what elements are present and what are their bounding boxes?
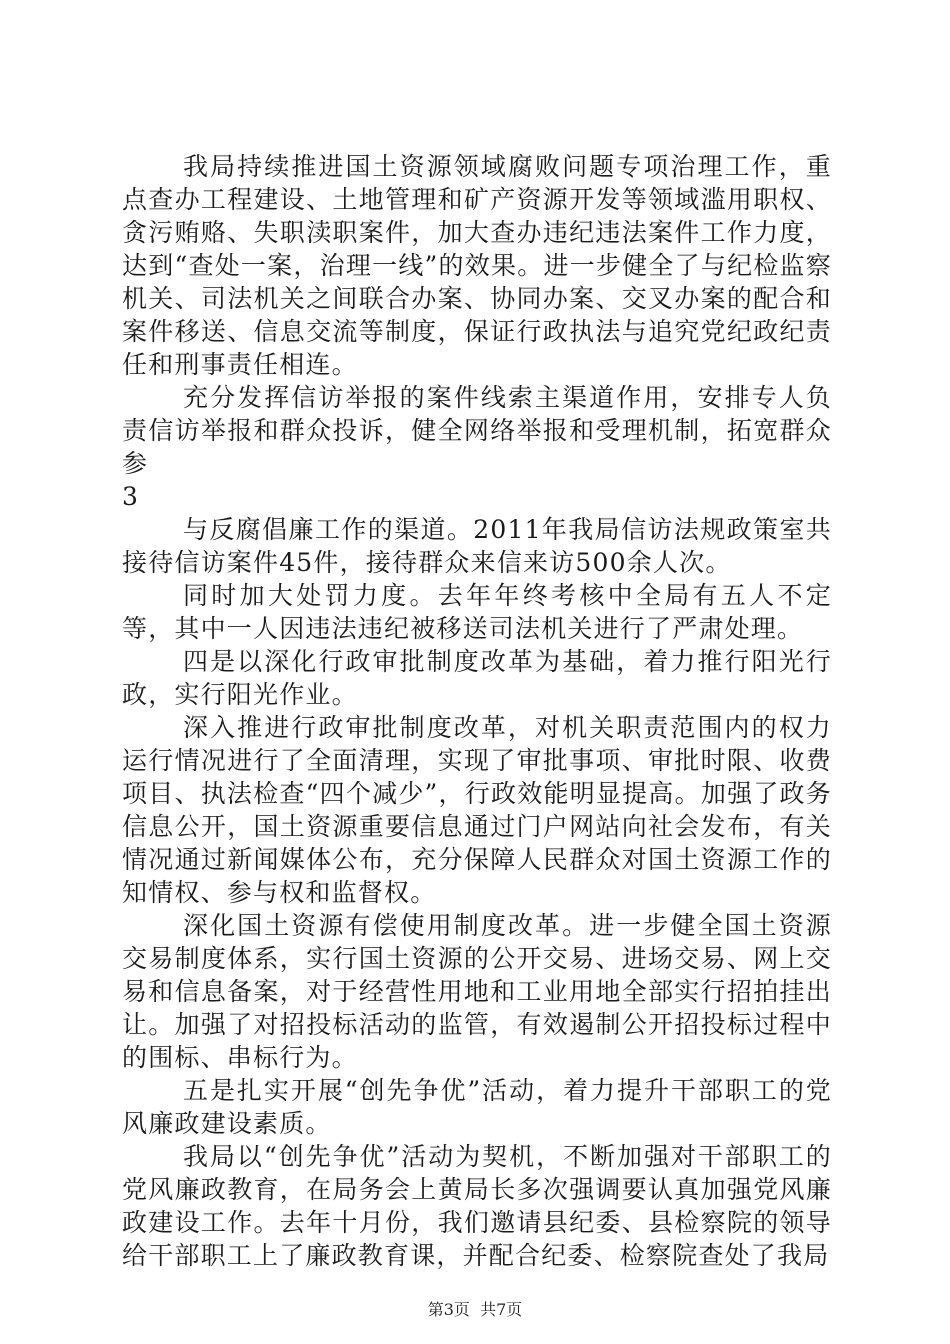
heading-section-five: 五是扎实开展“创先争优”活动，着力提升干部职工的党风廉政建设素质。 [122,1076,832,1138]
paragraph-petition-statistics: 与反腐倡廉工作的渠道。2011年我局信访法规政策室共接待信访案件45件，接待群众来信来访500余人次。 [122,515,832,577]
document-body [122,150,832,1272]
heading-section-four: 四是以深化行政审批制度改革为基础，着力推行阳光行政，实行阳光作业。 [122,647,832,709]
current-page-label: 第3页 [427,1300,470,1319]
paragraph-special-governance: 我局持续推进国土资源领域腐败问题专项治理工作，重点查办工程建设、土地管理和矿产资源开发等领域滥用职权、贪污贿赂、失职渎职案件，加大查办违纪违法案件工作力度，达到“查处一案，治理一线”的效果。进一步健全了与纪检监察机关、司法机关之间联合办案、协同办案、交叉办案的配合和案件移送、信息交流等制度，保证行政执法与追究党纪政纪责任和刑事责任相连。 [122,152,832,379]
paragraph-integrity-education: 我局以“创先争优”活动为契机，不断加强对干部职工的党风廉政教育，在局务会上黄局长多次强调要认真加强党风廉政建设工作。去年十月份，我们邀请县纪委、县检察院的领导给干部职工上了廉政教育课，并配合纪委、检察院查处了我局 [122,1142,832,1270]
stray-page-number: 3 [122,482,140,511]
page-footer [0,1300,950,1320]
total-pages-label: 共7页 [480,1300,523,1319]
paragraph-petition-reporting: 充分发挥信访举报的案件线索主渠道作用，安排专人负责信访举报和群众投诉，健全网络举报和受理机制，拓宽群众参 [122,383,832,478]
paragraph-approval-reform: 深入推进行政审批制度改革，对机关职责范围内的权力运行情况进行了全面清理，实现了审批事项、审批时限、收费项目、执法检查“四个减少”，行政效能明显提高。加强了政务信息公开，国土资源重要信息通过门户网站向社会发布，有关情况通过新闻媒体公布，充分保障人民群众对国土资源工作的知情权、参与权和监督权。 [122,713,832,907]
paragraph-penalty: 同时加大处罚力度。去年年终考核中全局有五人不定等，其中一人因违法违纪被移送司法机关进行了严肃处理。 [122,581,832,643]
paragraph-paid-use-reform: 深化国土资源有偿使用制度改革。进一步健全国土资源交易制度体系，实行国土资源的公开交易、进场交易、网上交易和信息备案，对于经营性用地和工业用地全部实行招拍挂出让。加强了对招投标活动的监管，有效遏制公开招投标过程中的围标、串标行为。 [122,911,832,1072]
